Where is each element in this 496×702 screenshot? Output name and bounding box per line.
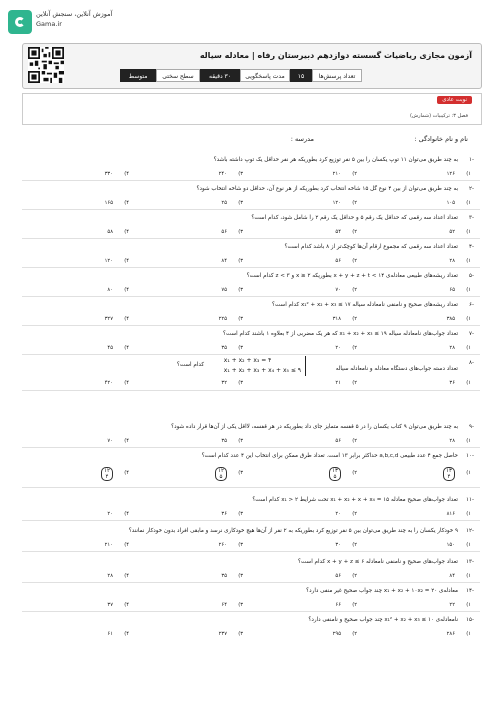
option-number: (۱ <box>466 171 471 177</box>
question-divider <box>22 267 480 268</box>
option-value: ۲۸ <box>107 573 113 579</box>
option-number: (۱ <box>466 200 471 206</box>
option-number: (۲ <box>352 602 357 608</box>
option-value: ۵۶ <box>221 229 227 235</box>
option-value: ۲۸ <box>449 438 455 444</box>
option-number: (۲ <box>352 171 357 177</box>
option-number: (۲ <box>352 200 357 206</box>
chapter-label: فصل ۳: ترکیبیات (شمارش) <box>410 113 468 119</box>
option-value: ۲۳۷ <box>218 631 227 637</box>
question-stem: تعداد اعداد سه رقمی که حداقل یک رقم ۵ و حداقل یک رقم ۲ را شامل شود، کدام است؟ <box>251 215 458 221</box>
option-number: (۴ <box>124 345 129 351</box>
option-value: ۶۴ <box>221 602 227 608</box>
option-number: (۲ <box>352 258 357 264</box>
question-number: -۱۲ <box>465 528 474 534</box>
option-value: ۳۰ <box>335 542 341 548</box>
question-stem: تعداد ریشه‌های طبیعی معادله‌ی ۱۴ > x + y + z + t بطوریکه x ≥ ۲ و z < ۳ کدام است؟ <box>246 273 458 279</box>
option-number: (۴ <box>124 631 129 637</box>
question-number: -۷ <box>468 331 474 337</box>
question-divider <box>22 180 480 181</box>
option-number: (۲ <box>352 229 357 235</box>
question-stem: حاصل جمع ۴ عدد طبیعی a,b,c,d حداکثر برابر ۱۳ است. تعداد طرق ممکن برای انتخاب این ۴ عدد کدام است؟ <box>201 453 458 459</box>
option-value: ۲۵ <box>221 200 227 206</box>
option-number: (۲ <box>352 573 357 579</box>
question-number: -۳ <box>468 215 474 221</box>
option-value: ۵۶ <box>335 438 341 444</box>
question-number: -۲ <box>468 186 474 192</box>
option-value: ۱۲۰ <box>104 258 113 264</box>
option-value: ۲۸۶ <box>446 631 455 637</box>
option-number: (۱ <box>466 631 471 637</box>
duration-label: مدت پاسخگویی <box>240 69 290 82</box>
option-value: ۸۰ <box>107 287 113 293</box>
question-tail: کدام است؟ <box>176 362 204 368</box>
gama-logo <box>8 10 32 34</box>
option-value: ۳۶ <box>221 511 227 517</box>
option-value: ۲۲ <box>449 602 455 608</box>
question-number: -۱۰ <box>465 453 474 459</box>
option-number: (۱ <box>466 345 471 351</box>
equation-system: x₁ + x₂ + x₃ = ۴ x₁ + x₂ + x₃ + x₄ + x₅ ≤ ۹ <box>224 356 306 376</box>
option-value: ۱۵۰ <box>446 542 455 548</box>
question-divider <box>22 296 480 297</box>
brand-name: آموزش آنلاین، سنجش آنلاین <box>36 10 113 18</box>
exam-title: آزمون مجازی ریاضیات گسسته دوازدهم دبیرستان رفاه | معادله سیاله <box>199 51 472 60</box>
option-value: ۲۰ <box>107 511 113 517</box>
option-value: ۶۱ <box>107 631 113 637</box>
option-number: (۴ <box>124 511 129 517</box>
question-stem: تعداد جواب‌های صحیح و نامنفی نامعادله x + y + z ≤ ۶ کدام است؟ <box>298 559 458 565</box>
question-stem: نامعادله‌ی x₁² + x₂ + x₃ ≤ ۱۰ چند جواب صحیح و نامنفی دارد؟ <box>308 617 458 623</box>
question-stem: به چند طریق می‌توان ۹ کتاب یکسان را در ۵ قفسه متمایز جای داد بطوریکه در هر قفسه، لااقل یکی از آن‌ها قرار داده شود؟ <box>171 424 458 430</box>
question-number: -۵ <box>468 273 474 279</box>
option-number: (۱ <box>466 316 471 322</box>
option-value: ۳۲ <box>221 380 227 386</box>
option-number: (۲ <box>352 631 357 637</box>
question-stem: تعداد جواب‌های نامعادله سیاله ۱۹ ≥ x₁ + x₂ + x₃ که هر یک مضربی از ۴ بعلاوه ۱ باشند کدام است؟ <box>223 331 458 337</box>
question-number: -۸ <box>468 360 474 366</box>
option-number: (۴ <box>124 542 129 548</box>
question-divider <box>22 582 480 583</box>
question-stem: به چند طریق می‌توان از بین ۴ نوع گل ۱۵ شاخه انتخاب کرد بطوریکه از هر نوع آن، حداقل دو شاخه انتخاب شود؟ <box>196 186 458 192</box>
option-value: ۳۵ <box>221 438 227 444</box>
option-value: ۵۴ <box>335 229 341 235</box>
option-value: ۶۶ <box>335 602 341 608</box>
option-number: (۱ <box>466 470 471 476</box>
option-value: ۲۱ <box>335 380 341 386</box>
option-number: (۴ <box>124 200 129 206</box>
difficulty-value: متوسط <box>120 69 156 82</box>
option-binomial: ۱۳ ۴ <box>443 467 455 481</box>
question-number: -۶ <box>468 302 474 308</box>
option-number: (۳ <box>238 631 243 637</box>
school-name-field: مدرسه : <box>290 135 314 143</box>
option-number: (۳ <box>238 345 243 351</box>
question-number: -۱۱ <box>465 497 474 503</box>
option-number: (۱ <box>466 438 471 444</box>
option-value: ۳۱۸ <box>332 316 341 322</box>
question-count-value: ۱۵ <box>290 69 312 82</box>
option-binomial: ۱۳ ۵ <box>329 467 341 481</box>
question-count-label: تعداد پرسش‌ها <box>312 69 362 82</box>
option-number: (۲ <box>352 511 357 517</box>
option-value: ۵۲ <box>449 229 455 235</box>
question-stem: ۹ خودکار یکسان را به چند طریق می‌توان بین ۵ نفر توزیع کرد بطوریکه به ۲ نفر از آن‌ها هیچ خودکاری نرسد و مابقی افراد بدون خودکار نمانند؟ <box>128 528 458 534</box>
option-value: ۳۳۰ <box>104 171 113 177</box>
option-value: ۱۰۵ <box>446 200 455 206</box>
question-divider <box>22 354 480 355</box>
question-number: -۱۴ <box>465 588 474 594</box>
option-number: (۳ <box>238 229 243 235</box>
option-value: ۲۸ <box>449 345 455 351</box>
question-divider <box>22 238 480 239</box>
question-stem: تعداد جواب‌های صحیح معادله ۱۵ = x₁ + x₂ + x + x₄ تحت شرایط x₁ > ۲ کدام است؟ <box>252 497 458 503</box>
option-value: ۱۶۵ <box>104 200 113 206</box>
qr-code-icon <box>28 47 64 83</box>
option-value: ۶۵ <box>449 287 455 293</box>
question-divider <box>22 390 480 391</box>
question-divider <box>22 487 480 488</box>
option-value: ۲۱۰ <box>332 171 341 177</box>
option-value: ۳۵ <box>221 345 227 351</box>
question-number: -۹ <box>468 424 474 430</box>
option-number: (۴ <box>124 438 129 444</box>
question-number: -۱۵ <box>465 617 474 623</box>
option-value: ۵۶ <box>335 573 341 579</box>
option-number: (۴ <box>124 258 129 264</box>
option-binomial: ۱۲ ۵ <box>215 467 227 481</box>
option-number: (۲ <box>352 316 357 322</box>
duration-value: ۳۰ دقیقه <box>200 69 240 82</box>
option-value: ۲۰ <box>335 511 341 517</box>
option-number: (۱ <box>466 287 471 293</box>
option-number: (۴ <box>124 229 129 235</box>
option-number: (۲ <box>352 438 357 444</box>
question-divider <box>22 611 480 612</box>
option-number: (۱ <box>466 542 471 548</box>
chapter-panel <box>22 93 482 125</box>
student-name-field: نام و نام خانوادگی : <box>414 135 468 143</box>
option-number: (۱ <box>466 573 471 579</box>
option-number: (۱ <box>466 258 471 264</box>
option-value: ۱۲۶ <box>446 171 455 177</box>
option-number: (۴ <box>124 171 129 177</box>
option-value: ۱۲۰ <box>332 200 341 206</box>
option-value: ۷۵ <box>221 287 227 293</box>
difficulty-label: سطح سختی <box>156 69 200 82</box>
question-number: -۱۳ <box>465 559 474 565</box>
option-number: (۳ <box>238 200 243 206</box>
option-number: (۴ <box>124 573 129 579</box>
option-number: (۳ <box>238 470 243 476</box>
option-number: (۲ <box>352 345 357 351</box>
option-number: (۳ <box>238 438 243 444</box>
option-number: (۴ <box>124 470 129 476</box>
option-value: ۴۵ <box>107 345 113 351</box>
option-number: (۳ <box>238 380 243 386</box>
option-value: ۴۲۰ <box>104 380 113 386</box>
option-number: (۴ <box>124 380 129 386</box>
option-number: (۳ <box>238 287 243 293</box>
option-value: ۵۸ <box>107 229 113 235</box>
option-value: ۲۹۵ <box>332 631 341 637</box>
option-value: ۳۷ <box>107 602 113 608</box>
option-value: ۲۸ <box>449 258 455 264</box>
option-number: (۳ <box>238 511 243 517</box>
question-stem: به چند طریق می‌توان ۱۱ توپ یکسان را بین ۵ نفر توزیع کرد بطوریکه هر نفر حداقل یک توپ داشته باشد؟ <box>213 157 458 163</box>
question-number: -۱ <box>468 157 474 163</box>
option-number: (۳ <box>238 171 243 177</box>
option-number: (۴ <box>124 287 129 293</box>
option-number: (۳ <box>238 602 243 608</box>
option-value: ۵۶ <box>335 258 341 264</box>
question-divider <box>22 447 480 448</box>
option-number: (۱ <box>466 511 471 517</box>
option-value: ۷۰ <box>335 287 341 293</box>
option-number: (۲ <box>352 470 357 476</box>
option-value: ۲۱۰ <box>104 542 113 548</box>
option-value: ۲۰ <box>335 345 341 351</box>
option-number: (۳ <box>238 573 243 579</box>
question-stem: تعداد ریشه‌های صحیح و نامنفی نامعادله سیاله ۱۷ ≥ x₁² + x₂ + x₃ کدام است؟ <box>272 302 458 308</box>
question-divider <box>22 520 480 521</box>
option-value: ۸۴ <box>449 573 455 579</box>
option-number: (۲ <box>352 380 357 386</box>
question-divider <box>22 209 480 210</box>
option-value: ۲۲۵ <box>218 316 227 322</box>
option-value: ۲۴۰ <box>218 171 227 177</box>
question-number: -۴ <box>468 244 474 250</box>
option-number: (۱ <box>466 229 471 235</box>
option-number: (۳ <box>238 258 243 264</box>
option-value: ۲۶۰ <box>218 542 227 548</box>
option-number: (۱ <box>466 380 471 386</box>
option-value: ۳۵ <box>221 573 227 579</box>
option-value: ۷۰ <box>107 438 113 444</box>
option-value: ۳۸۵ <box>446 316 455 322</box>
option-number: (۴ <box>124 316 129 322</box>
option-number: (۲ <box>352 542 357 548</box>
option-number: (۲ <box>352 287 357 293</box>
question-stem: تعداد اعداد سه رقمی که مجموع ارقام آن‌ها کوچک‌تر از ۸ باشد کدام است؟ <box>284 244 458 250</box>
option-value: ۸۴ <box>221 258 227 264</box>
option-value: ۳۲۷ <box>104 316 113 322</box>
question-divider <box>22 325 480 326</box>
question-divider <box>22 551 480 552</box>
question-stem: تعداد دسته جواب‌های دستگاه معادله و نامعادله سیاله <box>335 366 458 372</box>
option-number: (۳ <box>238 542 243 548</box>
option-number: (۳ <box>238 316 243 322</box>
option-number: (۴ <box>124 602 129 608</box>
option-value: ۸۱۶ <box>446 511 455 517</box>
exam-type-badge: نوبت عادی <box>437 96 472 104</box>
question-stem: معادله‌ی x₁ + x₂ + ۱۰x₂ = ۲۰ چند جواب صحیح غیر منفی دارد؟ <box>306 588 458 594</box>
option-binomial: ۱۲ ۴ <box>101 467 113 481</box>
brand-url: Gama.ir <box>36 20 62 28</box>
option-value: ۳۶ <box>449 380 455 386</box>
option-number: (۱ <box>466 602 471 608</box>
